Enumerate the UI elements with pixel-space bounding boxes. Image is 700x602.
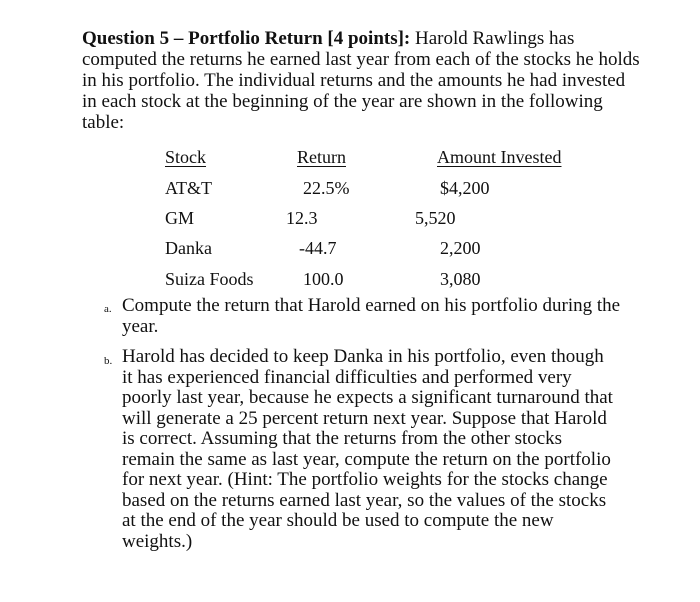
row-2-return: 12.3 <box>286 208 318 228</box>
question-text: Harold Rawlings has computed the returns he earned last year from each of the stocks he holds in his portfolio. The individual returns and the amounts he had invested in each stock at the beginning of the year are shown in the following table: <box>82 28 640 133</box>
row-4-return: 100.0 <box>303 269 344 289</box>
header-amount-invested: Amount Invested <box>437 147 562 167</box>
row-1-stock: AT&T <box>165 178 212 198</box>
part-b-text: Harold has decided to keep Danka in his portfolio, even though it has experienced financial difficulties and performed very poorly last year, because he expects a significant turnaround that will generate a 25 percent return next year. Suppose that Harold is correct. Assuming that the returns from the other stocks remain the same as last year, compute the return on the portfolio for next year. (Hint: The portfolio weights for the stocks change based on the returns earned last year, so the values of the stocks at the end of the year should be used to compute the new weights.) <box>122 346 613 552</box>
question-intro <box>82 28 642 133</box>
question-title: Question 5 – Portfolio Return [4 points]: <box>82 28 411 49</box>
row-1-amount: $4,200 <box>440 178 490 198</box>
row-1-return: 22.5% <box>303 178 350 198</box>
row-4-stock: Suiza Foods <box>165 269 254 289</box>
header-stock: Stock <box>165 147 207 167</box>
part-a-text: Compute the return that Harold earned on his portfolio during the year. <box>122 295 621 337</box>
part-a-marker: a. <box>104 303 112 315</box>
row-4-amount: 3,080 <box>440 269 481 289</box>
header-return: Return <box>297 147 346 167</box>
row-3-stock: Danka <box>165 238 212 258</box>
row-3-return: -44.7 <box>299 238 337 258</box>
row-3-amount: 2,200 <box>440 238 481 258</box>
part-b-marker: b. <box>104 355 113 367</box>
row-2-stock: GM <box>165 208 195 228</box>
row-2-amount: 5,520 <box>415 208 456 228</box>
